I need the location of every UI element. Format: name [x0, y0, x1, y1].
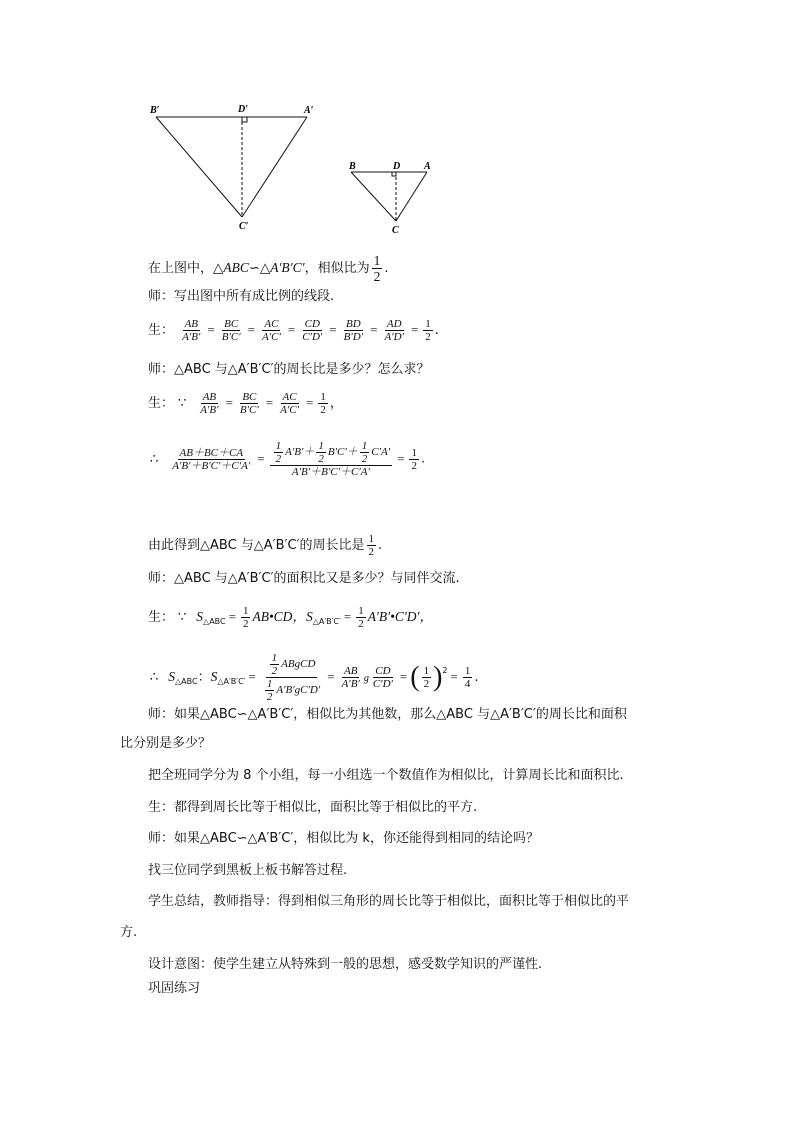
summary: 学生总结，教师指导：得到相似三角形的周长比等于相似比，面积比等于相似比的平 [148, 894, 630, 909]
perimeter-derivation: ∴ $\frac{AB+BC+CA}{A'B'+B'C'+C'A'}$ = $\frac{1}{2}$ A′B′＋ $\frac{1}{2}$ B′C′＋ $\frac{1}{2}$ C′A′ A′B′＋B′C′＋C′A′ = $\frac{1}{2}$ . [150, 440, 426, 478]
label-b-prime: B′ [150, 105, 160, 116]
area-formulas: 生： ∵ $S_{\triangle ABC}$ = $\frac{1}{2}$ AB•CD，$S_{\triangle A'B'C'}$ = $\frac{1}{2}$ A′B′•C′D′， [148, 605, 433, 630]
teacher-question-2: 师：△ABC 与△A′B′C′的周长比是多少？怎么求？ [148, 362, 430, 377]
student-label: 生： [148, 396, 175, 411]
triangle-abc-prime: △A′B′C′ [259, 260, 305, 275]
label-d-prime: D′ [238, 104, 249, 115]
student-label: 生： [148, 323, 175, 338]
similarity-statement: 在上图中，△ABC∽△A′B′C′，相似比为 $\frac{1}{2}$ . [148, 253, 389, 284]
similar-triangles-figure [140, 98, 450, 243]
label-c: C [392, 225, 399, 236]
perimeter-ratios: 生： ∵ $\frac{AB}{A'B'}$ = $\frac{BC}{B'C'}$ = $\frac{AC}{A'C'}$ = $\frac{1}{2}$ ， [148, 391, 343, 416]
teacher-question-3: 师：△ABC 与△A′B′C′的面积比又是多少？与同伴交流. [148, 571, 460, 586]
section-heading-practice: 巩固练习 [148, 981, 201, 996]
teacher-question-5: 师：如果△ABC∽△A′B′C′，相似比为 k，你还能得到相同的结论吗？ [148, 831, 539, 846]
text: 在上图中， [148, 261, 214, 276]
teacher-question-4: 师：如果△ABC∽△A′B′C′，相似比为其他数，那么△ABC 与△A′B′C′的周长比和面积 [148, 707, 627, 722]
design-intent: 设计意图：使学生建立从特殊到一般的思想，感受数学知识的严谨性. [148, 957, 543, 972]
area-derivation: ∴ $S_{\triangle ABC}$：$S_{\triangle A'B'C'}$ = $\frac{1}{2}$ ABgCD $\frac{1}{2}$ A′B′gC′D′ = $\frac{AB}{A'B'}$ g $\frac{CD}{C'D'}$ = ( $\frac{1}{2}$ )$^2$ = $\frac{1}{4}$ . [150, 652, 479, 703]
label-a: A [424, 161, 431, 172]
small-triangle [351, 172, 427, 221]
perimeter-conclusion: 由此得到△ABC 与△A′B′C′的周长比是 $\frac{1}{2}$ . [148, 533, 383, 558]
teacher-question-4-cont: 比分别是多少？ [120, 736, 212, 751]
teacher-question-1: 师：写出图中所有成比例的线段. [148, 289, 335, 304]
group-activity: 把全班同学分为 8 个小组，每一小组选一个数值作为相似比，计算周长比和面积比. [148, 768, 624, 783]
summary-cont: 方. [120, 925, 138, 940]
label-c-prime: C′ [239, 221, 249, 232]
text: ，相似比为 [304, 261, 370, 276]
student-answer: 生：都得到周长比等于相似比，面积比等于相似比的平方. [148, 800, 478, 815]
blackboard-task: 找三位同学到黑板上板书解答过程. [148, 863, 348, 878]
proportional-segments: 生： $\frac{AB}{A'B'}$ = $\frac{BC}{B'C'}$ = $\frac{AC}{A'C'}$ = $\frac{CD}{C'D'}$ = $\frac{BD}{B'D'}$ = $\frac{AD}{A'D'}$ = $\frac{1}{2}$ . [148, 318, 439, 343]
label-a-prime: A′ [304, 105, 314, 116]
ratio-fraction: $\frac{1}{2}$ [373, 253, 381, 284]
label-d: D [393, 161, 401, 172]
large-triangle [156, 117, 307, 217]
label-b: B [349, 161, 356, 172]
triangle-abc: △ABC [213, 260, 249, 275]
similar-symbol: ∽ [248, 261, 260, 276]
